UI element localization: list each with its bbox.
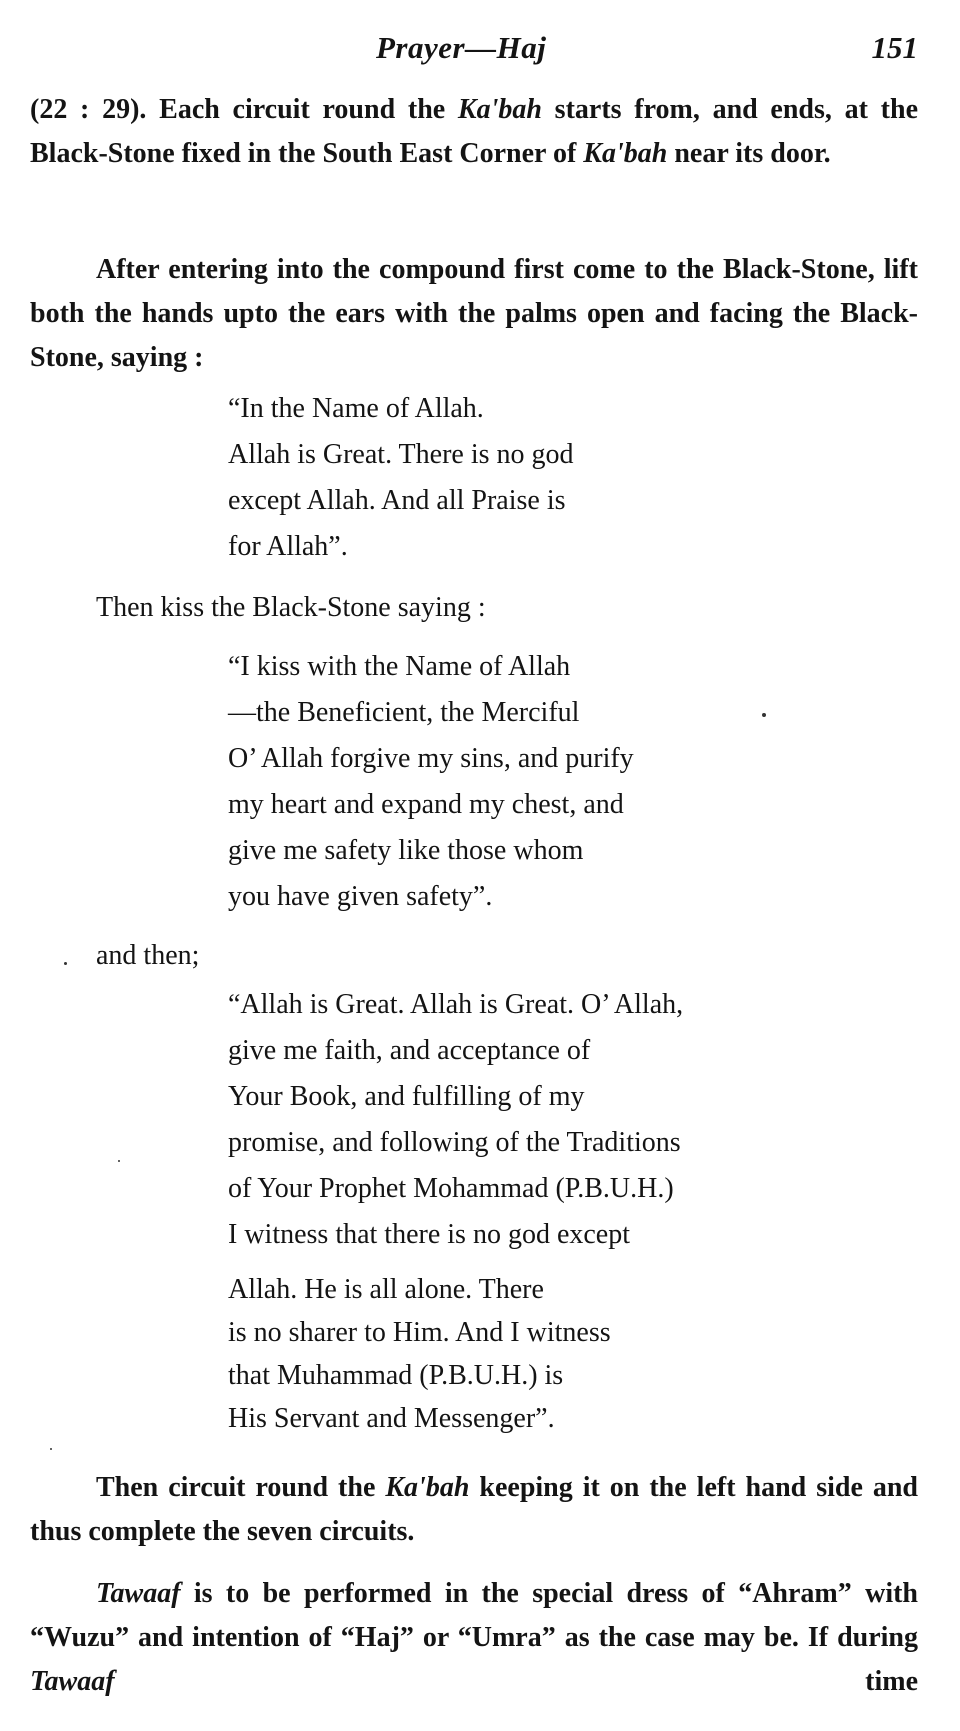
paragraph-seven-circuits: Then circuit round the Ka'bah keeping it on the left hand side and thus complete the seven circuits. [30, 1472, 918, 1547]
prayer-line: —the Beneficient, the Merciful [228, 697, 580, 728]
prayer-line: O’ Allah forgive my sins, and purify [228, 743, 634, 774]
prayer-line: except Allah. And all Praise is [228, 485, 566, 516]
prayer-line: “In the Name of Allah. [228, 393, 484, 424]
prayer-line: of Your Prophet Mohammad (P.B.U.H.) [228, 1173, 674, 1204]
prayer-name-of-allah [228, 386, 574, 570]
paragraph-circuit-start: (22 : 29). Each circuit round the Ka'bah starts from, and ends, at the Black-Stone fixed in the South East Corner of Ka'bah near its door. [30, 94, 919, 169]
prayer-line: I witness that there is no god except [228, 1219, 631, 1250]
prayer-line: give me safety like those whom [228, 835, 584, 866]
prayer-line: give me faith, and acceptance of [228, 1035, 591, 1066]
paragraph-entering-compound: After entering into the compound first come to the Black-Stone, lift both the hands upto the ears with the palms open and facing the Black-Stone, saying : [30, 254, 918, 373]
running-head: Prayer—Haj [376, 30, 547, 65]
page-header [0, 26, 960, 76]
prayer-line: that Muhammad (P.B.U.H.) is [228, 1360, 564, 1391]
paragraph-tawaaf: Tawaaf is to be performed in the special dress of “Ahram” with “Wuzu” and intention of “Haj” or “Umra” as the case may be. If during Tawaaf time [30, 1578, 918, 1697]
scan-speck [50, 1448, 52, 1450]
prayer-witness [228, 1268, 611, 1440]
prayer-line: for Allah”. [228, 531, 348, 562]
prayer-allah-is-great [228, 982, 683, 1258]
prayer-line: Allah is Great. There is no god [228, 439, 574, 470]
prayer-line: “I kiss with the Name of Allah [228, 651, 571, 682]
prayer-line: promise, and following of the Traditions [228, 1127, 681, 1158]
prayer-line: Allah. He is all alone. There [228, 1274, 544, 1305]
prayer-line: you have given safety”. [228, 881, 493, 912]
prayer-line: is no sharer to Him. And I witness [228, 1317, 611, 1348]
scan-speck [118, 1160, 120, 1162]
prayer-line: Your Book, and fulfilling of my [228, 1081, 585, 1112]
scan-speck [64, 962, 67, 965]
intro-and-then: and then; [96, 940, 200, 971]
prayer-line: His Servant and Messenger”. [228, 1403, 555, 1434]
prayer-line: “Allah is Great. Allah is Great. O’ Allah, [228, 989, 684, 1020]
prayer-kiss [228, 644, 634, 920]
page-number: 151 [871, 30, 918, 65]
intro-kiss-black-stone: Then kiss the Black-Stone saying : [96, 592, 486, 623]
scan-speck [762, 713, 766, 717]
prayer-line: my heart and expand my chest, and [228, 789, 624, 820]
